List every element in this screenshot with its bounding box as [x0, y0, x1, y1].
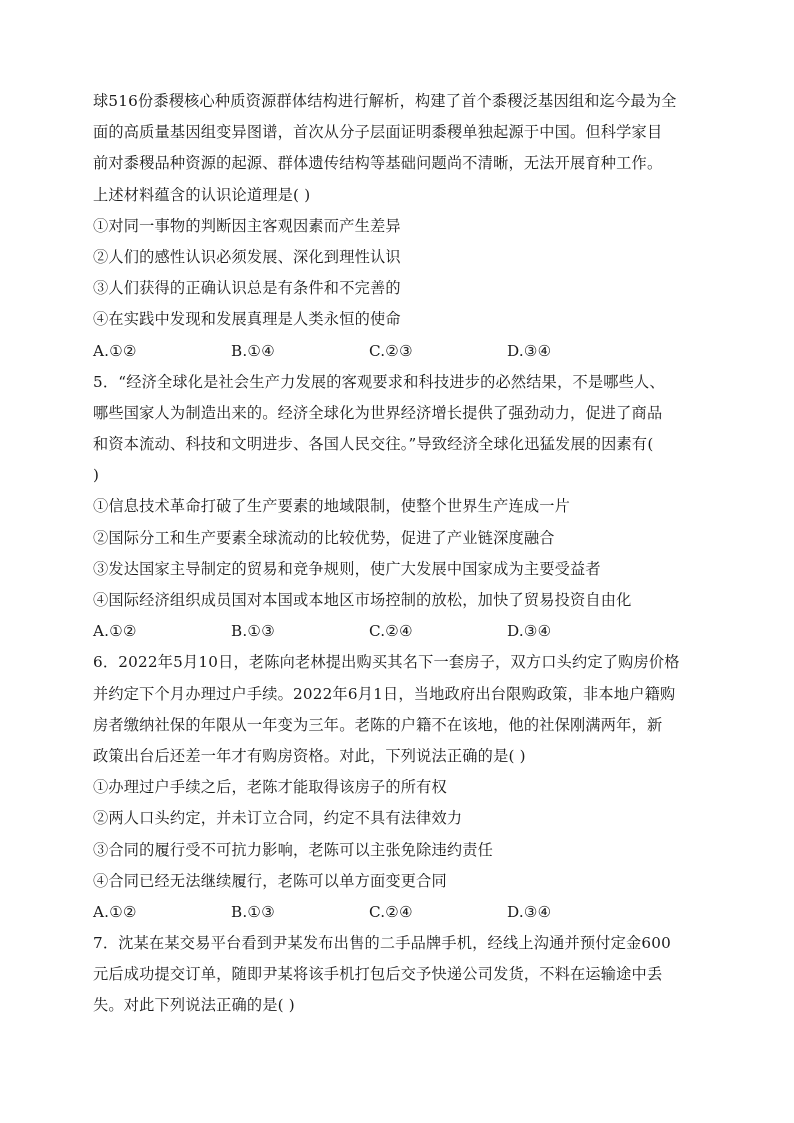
page-content [93, 86, 705, 1022]
option-a: A.①② [93, 902, 137, 921]
question-6-line-1: 6．2022年5月10日，老陈向老林提出购买其名下一套房子，双方口头约定了购房价格 [93, 653, 680, 672]
question-5 [93, 367, 705, 648]
question-5-choice-1: ①信息技术革命打破了生产要素的地域限制，使整个世界生产连成一片 [93, 497, 571, 516]
question-4-choice-4: ④在实践中发现和发展真理是人类永恒的使命 [93, 310, 401, 329]
question-7-line-3: 失。对此下列说法正确的是( ) [93, 996, 295, 1015]
option-c: C.②④ [369, 622, 413, 641]
question-5-choice-3: ③发达国家主导制定的贸易和竞争规则，使广大发展中国家成为主要受益者 [93, 559, 601, 578]
option-b: B.①③ [231, 622, 276, 641]
option-d: D.③④ [507, 902, 552, 921]
question-5-line-4: ) [93, 466, 100, 485]
question-5-line-2: 哪些国家人为制造出来的。经济全球化为世界经济增长提供了强劲动力，促进了商品 [93, 403, 663, 422]
question-7-line-1: 7．沈某在某交易平台看到尹某发布出售的二手品牌手机，经线上沟通并预付定金600 [93, 934, 672, 953]
question-4-options [93, 336, 705, 367]
option-b: B.①③ [231, 902, 276, 921]
question-4 [93, 86, 705, 367]
option-b: B.①④ [231, 341, 276, 360]
question-6-line-3: 房者缴纳社保的年限从一年变为三年。老陈的户籍不在该地，他的社保刚满两年，新 [93, 715, 663, 734]
question-6-line-2: 并约定下个月办理过户手续。2022年6月1日，当地政府出台限购政策，非本地户籍购 [93, 684, 676, 703]
question-4-choice-1: ①对同一事物的判断因主客观因素而产生差异 [93, 216, 401, 235]
question-6-options [93, 897, 705, 928]
option-a: A.①② [93, 622, 137, 641]
question-6-choice-3: ③合同的履行受不可抗力影响，老陈可以主张免除违约责任 [93, 840, 494, 859]
question-4-line-3: 前对黍稷品种资源的起源、群体遗传结构等基础问题尚不清晰，无法开展育种工作。 [93, 154, 663, 173]
option-a: A.①② [93, 341, 137, 360]
option-d: D.③④ [507, 341, 552, 360]
question-6-choice-2: ②两人口头约定，并未订立合同，约定不具有法律效力 [93, 809, 463, 828]
option-c: C.②④ [369, 902, 413, 921]
question-4-line-1: 球516份黍稷核心种质资源群体结构进行解析，构建了首个黍稷泛基因组和迄今最为全 [93, 92, 677, 110]
question-5-options [93, 616, 705, 647]
question-4-line-2: 面的高质量基因组变异图谱，首次从分子层面证明黍稷单独起源于中国。但科学家目 [93, 123, 663, 142]
question-5-line-3: 和资本流动、科技和文明进步、各国人民交往。”导致经济全球化迅猛发展的因素有( [93, 435, 654, 454]
question-5-line-1: 5．“经济全球化是社会生产力发展的客观要求和科技进步的必然结果，不是哪些人、 [93, 372, 665, 391]
question-7 [93, 928, 705, 1022]
question-5-choice-4: ④国际经济组织成员国对本国或本地区市场控制的放松，加快了贸易投资自由化 [93, 591, 632, 609]
question-6 [93, 647, 705, 928]
question-4-choice-2: ②人们的感性认识必须发展、深化到理性认识 [93, 247, 401, 266]
option-d: D.③④ [507, 622, 552, 641]
question-4-choice-3: ③人们获得的正确认识总是有条件和不完善的 [93, 279, 401, 298]
question-7-line-2: 元后成功提交订单，随即尹某将该手机打包后交予快递公司发货，不料在运输途中丢 [93, 965, 663, 984]
question-6-choice-4: ④合同已经无法继续履行，老陈可以单方面变更合同 [93, 871, 447, 890]
question-6-choice-1: ①办理过户手续之后，老陈才能取得该房子的所有权 [93, 778, 447, 797]
question-5-choice-2: ②国际分工和生产要素全球流动的比较优势，促进了产业链深度融合 [93, 528, 555, 547]
option-c: C.②③ [369, 341, 413, 360]
question-6-line-4: 政策出台后还差一年才有购房资格。对此，下列说法正确的是( ) [93, 746, 526, 765]
question-4-stem: 上述材料蕴含的认识论道理是( ) [93, 185, 311, 204]
